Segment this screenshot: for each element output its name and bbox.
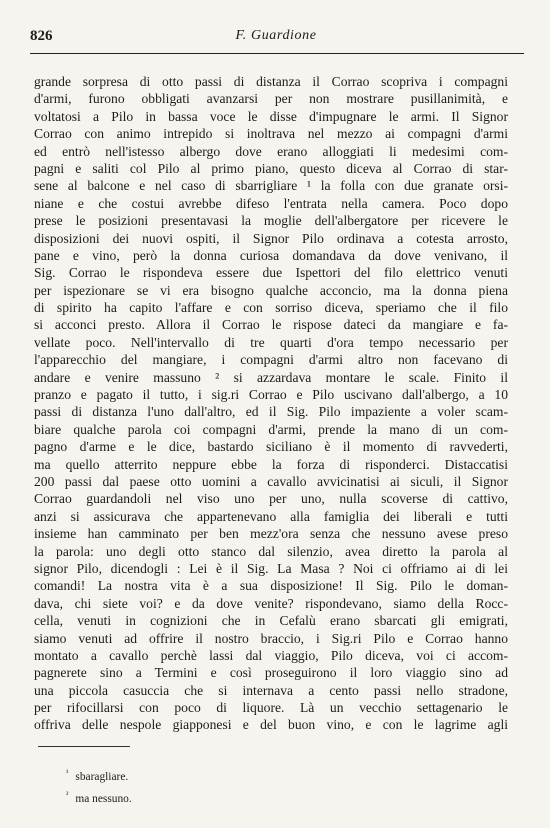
body-text <box>34 73 508 734</box>
text-line: d'armi, furono obbligati avanzarsi per non mostrare pusillanimità, e <box>34 91 508 107</box>
page-number: 826 <box>30 28 53 44</box>
text-line: 200 passi dal paese otto uomini a cavallo avvicinatisi ai siculi, il Signor <box>34 473 508 489</box>
text-line: ma quello atterrito neppure ebbe la forza di risponderci. Distaccatisi <box>34 456 508 472</box>
text-line: vellate poco. Nell'intervallo di tre quarti d'ora tempo necessario per <box>34 334 508 350</box>
footnote-text: ma nessuno. <box>75 792 132 805</box>
text-line: l'apparecchio del mangiare, i compagni d'armi altro non facevano di <box>34 352 508 368</box>
footnote-mark: ² <box>66 789 69 799</box>
text-line: una piccola casuccia che si internava a cento passi nello stradone, <box>34 682 508 698</box>
text-line: biare qualche parola coi compagni d'armi, prende la mano di un com- <box>34 421 508 437</box>
text-line: disposizioni dei nuovi ospiti, il Signor Pilo ordinava a cotesta arrosto, <box>34 230 508 246</box>
footnote-rule <box>38 746 130 747</box>
text-line: Sig. Corrao le rispondeva essere due Ispettori del filo elettrico venuti <box>34 265 508 281</box>
text-line: siamo venuti ad offrire il nostro braccio, i Sig.ri Pilo e Corrao hanno <box>34 630 508 646</box>
text-line: passi di distanza l'uno dall'altro, ed il Sig. Pilo impaziente a voler scam- <box>34 404 508 420</box>
text-line: insieme han camminato per ben mezz'ora senza che nessuno avese preso <box>34 526 508 542</box>
text-line: anzi si assicurava che appartenevano alla famiglia dei liberali e tutti <box>34 508 508 524</box>
running-head: F. Guardione <box>235 28 317 43</box>
text-line: pranzo e pagato il tutto, i sig.ri Corrao e Pilo uscivano dall'albergo, a 10 <box>34 387 508 403</box>
text-line: niane e che costui avrebbe difeso l'entrata nella camera. Poco dopo <box>34 195 508 211</box>
footnote <box>66 786 132 808</box>
footnote-text: sbaragliare. <box>75 770 129 783</box>
text-line: di spirito ha capito l'affare e con sorriso diceva, speriamo che il filo <box>34 300 508 316</box>
text-line: dava, chi siete voi? e da dove venite? rispondevano, siamo della Rocc- <box>34 595 508 611</box>
text-line: voltatosi a Pilo in bassa voce le disse d'impugnare le armi. Il Signor <box>34 108 508 124</box>
header-rule <box>30 53 524 54</box>
text-line: pagnerete sino a Termini e così proseguirono il loro viaggio sino ad <box>34 665 508 681</box>
footnote-mark: ¹ <box>66 768 69 777</box>
text-line: montato a cavallo perchè lassi dal viaggio, Pilo diceva, voi ci accom- <box>34 647 508 663</box>
text-line: prese le posizioni presentavasi la moglie dell'albergatore per ricevere le <box>34 213 508 229</box>
text-line: andare e venire massuno ² si azzardava montare le scale. Finito il <box>34 369 508 385</box>
text-line: grande sorpresa di otto passi di distanza il Corrao scopriva i compagni <box>34 74 508 89</box>
text-line: la parola: uno degli otto stanco dal silenzio, avea diretto la parola al <box>34 543 508 559</box>
footnote <box>66 764 132 786</box>
text-line: sene al balcone e nel caso di sbarrigliare ¹ la folla con due granate orsi- <box>34 178 508 194</box>
page-header <box>30 28 522 50</box>
text-line: pagno d'arme e le dice, bastardo siciliano è il momento di ravvederti, <box>34 439 508 455</box>
text-line: pagni e saliti col Pilo al primo piano, questo diceva al Corrao di star- <box>34 160 508 176</box>
text-line: per ispezionare se vi era bisogno qualche acconcio, ma la donna piena <box>34 282 508 298</box>
text-line: ed entrò nell'istesso albergo dove erano alloggiati li medesimi com- <box>34 143 508 159</box>
text-line: per rifocillarsi con poco di liquore. Là un vecchio settagenario le <box>34 700 508 716</box>
footnotes <box>66 764 132 808</box>
text-line: Corrao con animo intrepido si inoltrava nel mezzo ai compagni d'armi <box>34 126 508 142</box>
text-line: si acconci presto. Allora il Corrao le rispose dateci da mangiare e fa- <box>34 317 508 333</box>
text-line: Corrao guardandoli nel viso uno per uno, nulla scoverse di cattivo, <box>34 491 508 507</box>
text-line: cella, venuti in cognizioni che in Cefalù erano sbarcati gli emigrati, <box>34 613 508 629</box>
text-line: offriva delle nespole giapponesi e del buon vino, e con le lagrime agli <box>34 717 508 733</box>
text-line: comandi! La nostra vita è a sua disposizione! Il Sig. Pilo le doman- <box>34 578 508 594</box>
text-line: signor Pilo, dicendogli : Lei è il Sig. La Masa ? Noi ci offriamo ai di lei <box>34 560 508 576</box>
text-line: pane e vino, però la donna curiosa domandava da dove venivano, il <box>34 247 508 263</box>
